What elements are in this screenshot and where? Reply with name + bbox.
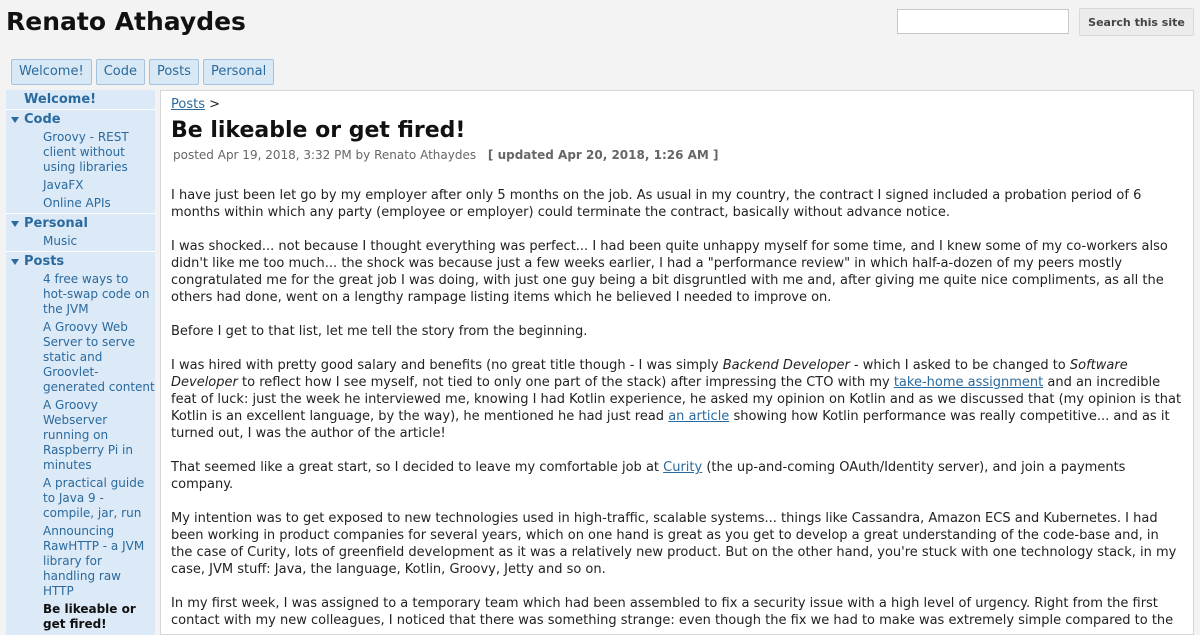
take-home-assignment-link[interactable]: take-home assignment: [893, 375, 1044, 390]
emphasis: Software Developer: [171, 358, 1128, 390]
sidebar-section-posts[interactable]: [6, 251, 155, 271]
tab-welcome[interactable]: Welcome!: [11, 59, 92, 85]
tab-code[interactable]: Code: [96, 59, 145, 85]
sidebar-item-java9-guide[interactable]: A practical guide to Java 9 - compile, jar, run: [43, 476, 145, 520]
text-run: to reflect how I see myself, not tied to only one part of the stack) after impressing the CTO with my: [237, 375, 894, 390]
sidebar-item-javafx[interactable]: JavaFX: [43, 178, 84, 192]
text-run: and an incredible feat of luck: just the week he interviewed me, knowing I had Kotlin experience, he asked my opinion on Kotlin and as we discussed that (my opinion is that Kotlin is an excellent language, by the way), he mentioned he had just read: [171, 375, 1182, 424]
sidebar-item-current-post[interactable]: Be likeable or get fired!: [43, 602, 136, 631]
text-run: I was hired with pretty good salary and benefits (no great title though - I was simply: [171, 358, 723, 373]
an-article-link[interactable]: an article: [668, 409, 730, 424]
breadcrumb-separator: >: [209, 97, 221, 112]
text-run: (the up-and-coming OAuth/Identity server), and join a payments company.: [171, 460, 1126, 492]
sidebar-item-online-apis[interactable]: Online APIs: [43, 196, 111, 210]
top-nav-tabs: [11, 59, 274, 85]
main-content: [160, 90, 1194, 635]
paragraph: I was shocked... not because I thought everything was perfect... I had been quite unhappy myself for some time, and I knew some of my co-workers also didn't like me too much... the shock was because just a few weeks earlier, I had a "performance review" in which half-a-dozen of my peers mostly congratulated me for the great job I was doing, with just one guy being a bit disgruntled with me and, after giving me quite nice compliments, as all the others had done, went on a lengthy rampage listing items which he believed I needed to improve on.: [171, 239, 1168, 305]
emphasis: Backend Developer: [722, 358, 850, 373]
sidebar-item-welcome[interactable]: [6, 90, 155, 109]
sidebar-section-label: Personal: [24, 216, 88, 231]
text-run: showing how Kotlin performance was really competitive... and as it turned out, I was the author of the article!: [171, 409, 1170, 441]
sidebar-item-groovy-rest[interactable]: Groovy - REST client without using libraries: [43, 130, 129, 174]
page-title: Be likeable or get fired!: [171, 118, 466, 143]
sidebar-item-groovy-raspberry[interactable]: A Groovy Webserver running on Raspberry Pi in minutes: [43, 398, 133, 472]
sidebar-item-label: Welcome!: [24, 92, 97, 107]
sidebar-item-hot-swap[interactable]: 4 free ways to hot-swap code on the JVM: [43, 272, 150, 316]
sidebar-nav: [6, 90, 155, 635]
post-meta: [171, 147, 1183, 163]
paragraph: [171, 459, 1183, 493]
post-body: [171, 187, 1183, 629]
posted-info: posted Apr 19, 2018, 3:32 PM by Renato Athaydes: [173, 148, 477, 162]
paragraph: My intention was to get exposed to new technologies used in high-traffic, scalable systems... things like Cassandra, Amazon ECS and Kubernetes. I had been working in product companies for several years, which on one hand is great as you get to develop a great understanding of the code-base and, in the case of Curity, lots of greenfield development as it was a relatively new product. But on the other hand, you're stuck with one technology stack, in my case, JVM stuff: Java, the language, Kotlin, Groovy, Jetty and so on.: [171, 511, 1177, 577]
sidebar-section-personal[interactable]: [6, 213, 155, 233]
expand-triangle-icon[interactable]: [11, 117, 19, 123]
sidebar-section-code[interactable]: [6, 109, 155, 129]
text-run: That seemed like a great start, so I decided to leave my comfortable job at: [171, 460, 664, 475]
sidebar-section-label: Posts: [24, 254, 65, 269]
updated-info: [ updated Apr 20, 2018, 1:26 AM ]: [487, 148, 719, 162]
tab-posts[interactable]: Posts: [149, 59, 199, 85]
breadcrumb: [171, 97, 1183, 113]
sidebar-section-label: Code: [24, 112, 61, 127]
tab-personal[interactable]: Personal: [203, 59, 274, 85]
sidebar-item-rawhttp[interactable]: Announcing RawHTTP - a JVM library for handling raw HTTP: [43, 524, 145, 598]
paragraph: I have just been let go by my employer after only 5 months on the job. As usual in my country, the contract I signed included a probation period of 6 months within which any party (employee or employer) could terminate the contract, basically without advance notice.: [171, 188, 1142, 220]
sidebar-item-music[interactable]: Music: [43, 234, 78, 248]
paragraph: Before I get to that list, let me tell the story from the beginning.: [171, 324, 588, 339]
site-title: Renato Athaydes: [6, 7, 246, 36]
paragraph: In my first week, I was assigned to a temporary team which had been assembled to fix a security issue with a high level of urgency. Right from the first contact with my new colleagues, I noticed that there was something strange: even though the fix we had to make was extremely simple compared to the: [171, 596, 1174, 628]
search-input[interactable]: [897, 9, 1069, 34]
curity-link[interactable]: Curity: [663, 460, 703, 475]
sidebar-item-groovy-web-server[interactable]: A Groovy Web Server to serve static and Groovlet-generated content: [43, 320, 155, 394]
breadcrumb-posts-link[interactable]: Posts: [171, 97, 205, 112]
expand-triangle-icon[interactable]: [11, 221, 19, 227]
search-button[interactable]: Search this site: [1079, 8, 1194, 36]
expand-triangle-icon[interactable]: [11, 259, 19, 265]
paragraph: [171, 357, 1183, 442]
text-run: - which I asked to be changed to: [849, 358, 1070, 373]
